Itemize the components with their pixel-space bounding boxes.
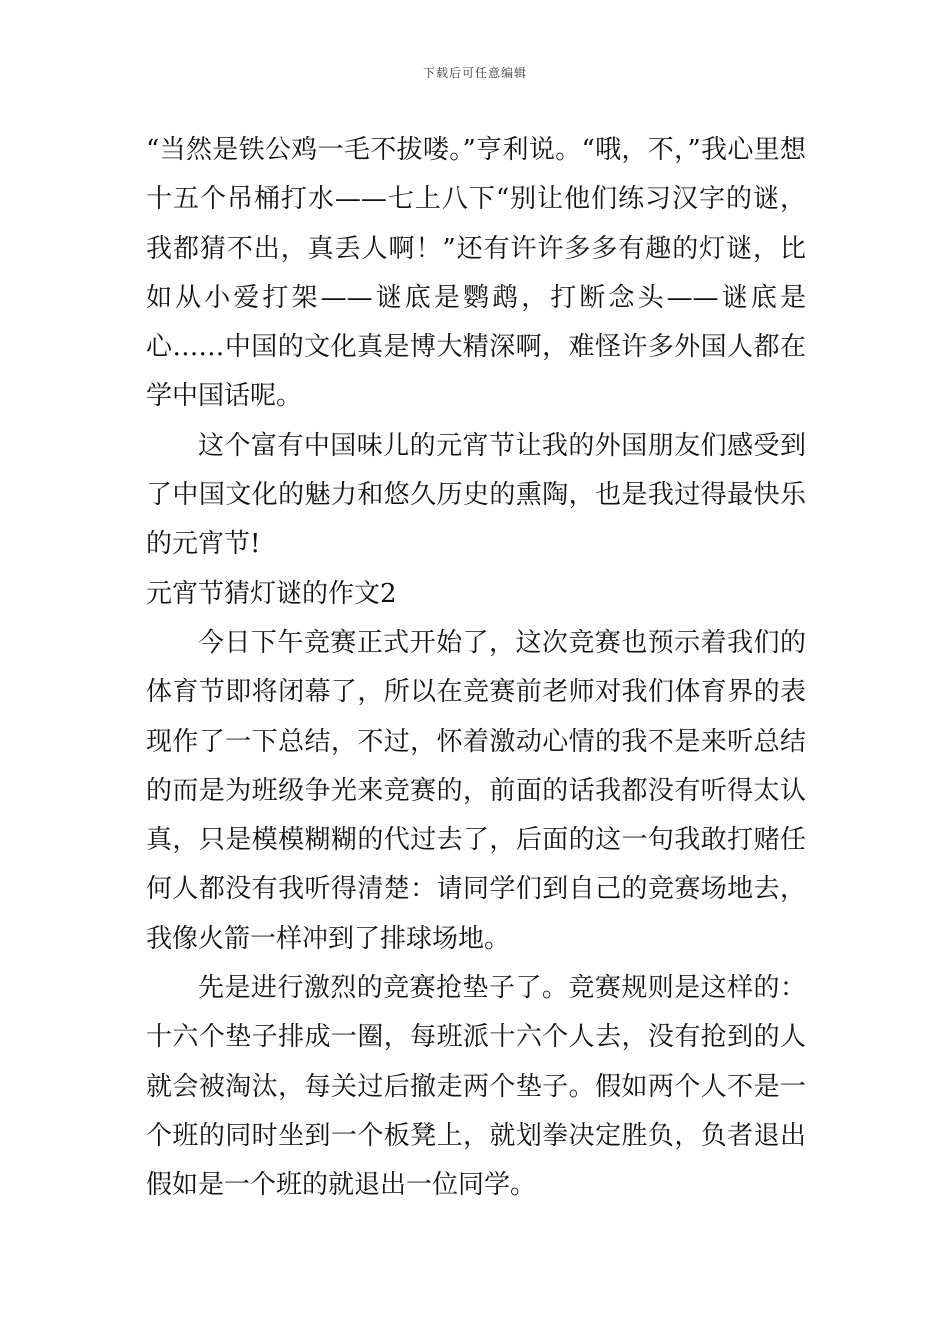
paragraph-2: 这个富有中国味儿的元宵节让我的外国朋友们感受到了中国文化的魅力和悠久历史的熏陶，也是我过得最快乐的元宵节! xyxy=(146,430,806,560)
paragraph-1: “当然是铁公鸡一毛不拔喽。”亨利说。“哦，不，”我心里想十五个吊桶打水——七上八下“别让他们练习汉字的谜，我都猜不出，真丢人啊！”还有许许多多有趣的灯谜，比如从小爱打架——谜底是鹦鹉，打断念头——谜底是心……中国的文化真是博大精深啊，难怪许多外国人都在学中国话呢。 xyxy=(146,135,806,412)
document-body xyxy=(146,126,806,1211)
section-title: 元宵节猜灯谜的作文2 xyxy=(146,578,397,609)
paragraph-3: 今日下午竞赛正式开始了，这次竞赛也预示着我们的体育节即将闭幕了，所以在竞赛前老师对我们体育界的表现作了一下总结，不过，怀着激动心情的我不是来听总结的而是为班级争光来竞赛的，前面的话我都没有听得太认真，只是模模糊糊的代过去了，后面的这一句我敢打赌任何人都没有我听得清楚：请同学们到自己的竞赛场地去，我像火箭一样冲到了排球场地。 xyxy=(146,627,806,954)
paragraph-4: 先是进行激烈的竞赛抢垫子了。竞赛规则是这样的：十六个垫子排成一圈，每班派十六个人去，没有抢到的人就会被淘汰，每关过后撤走两个垫子。假如两个人不是一个班的同时坐到一个板凳上，就划拳决定胜负，负者退出假如是一个班的就退出一位同学。 xyxy=(146,973,806,1201)
header-note: 下载后可任意编辑 xyxy=(422,66,527,80)
